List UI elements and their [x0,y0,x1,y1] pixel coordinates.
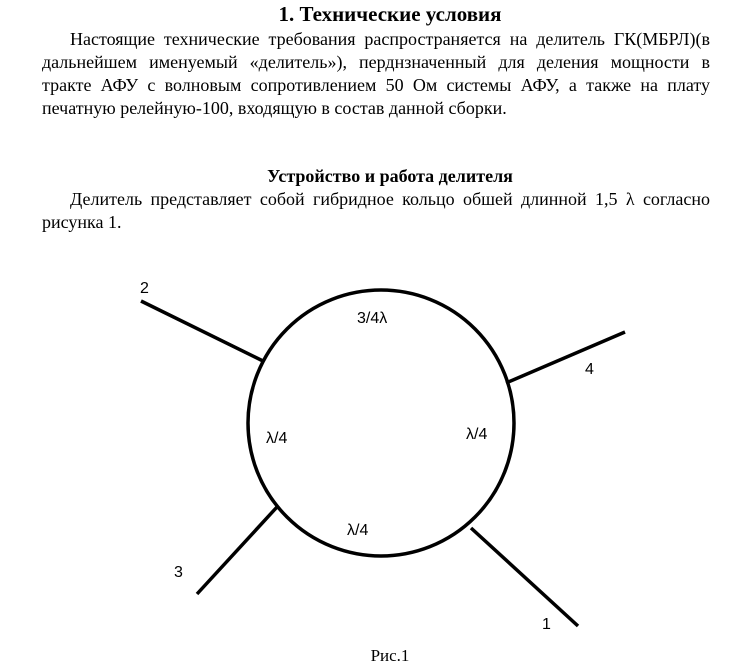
figure-caption: Рис.1 [370,646,410,665]
port-2-label: 2 [140,280,149,297]
subsection-title: Устройство и работа делителя [267,166,513,186]
arc-right-label: λ/4 [466,426,488,443]
section-title: 1. Технические условия [278,2,502,26]
arc-left-label: λ/4 [266,430,288,447]
port-1-line [471,528,578,626]
arc-bottom-label: λ/4 [347,522,369,539]
port-2-line [141,301,263,361]
hybrid-ring-figure [0,270,733,650]
port-3-line [197,507,277,594]
port-1-label: 1 [542,616,551,633]
port-4-line [506,332,625,383]
device-description-paragraph [42,188,710,234]
technical-conditions-text: Настоящие технические требования распространяется на делитель ГК(МБРЛ)(в дальнейшем именуемый «делитель»), перднзначенный для деления мощности в тракте АФУ с волновым сопротивлением 50 Ом системы АФУ, а также на плату печатную релейную-100, входящую в состав данной сборки. [42,29,710,118]
technical-conditions-paragraph [42,28,710,120]
device-description-text: Делитель представляет собой гибридное кольцо обшей длинной 1,5 λ согласно рисунка 1. [42,189,710,232]
hybrid-ring-circle [248,290,514,556]
port-4-label: 4 [585,361,594,378]
port-3-label: 3 [174,564,183,581]
arc-top-label: 3/4λ [357,310,388,327]
